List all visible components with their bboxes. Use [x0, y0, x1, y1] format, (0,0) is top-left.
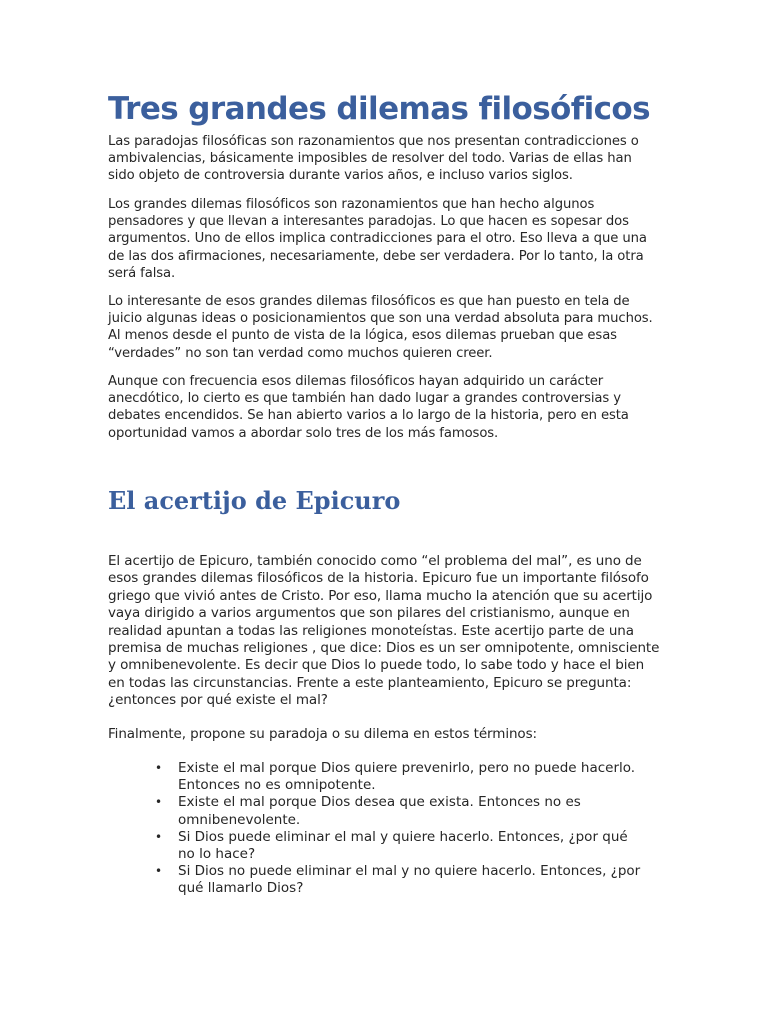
list-item-text: Si Dios puede eliminar el mal y quiere hacerlo. Entonces, ¿por qué no lo hace?: [178, 828, 628, 863]
intro-paragraph-1: Las paradojas filosóficas son razonamientos que nos presentan contradicciones o ambivalencias, básicamente imposibles de resolver del todo. Varias de ellas han sido objeto de controversia durante varios años, e incluso varios siglos.: [108, 134, 639, 184]
list-item: [155, 794, 648, 828]
page-title: Tres grandes dilemas filosóficos: [108, 91, 650, 127]
list-item: [155, 828, 648, 863]
list-item-text: Si Dios no puede eliminar el mal y no quiere hacerlo. Entonces, ¿por qué llamarlo Dios?: [178, 863, 641, 897]
bullet-icon: •: [155, 795, 163, 810]
bullet-icon: •: [155, 829, 163, 844]
intro-paragraph-4: Aunque con frecuencia esos dilemas filosóficos hayan adquirido un carácter anecdótico, lo cierto es que también han dado lugar a grandes controversias y debates encendidos. Se han abierto varios a lo largo de la historia, pero en esta oportunidad vamos a abordar solo tres de los más famosos.: [108, 374, 629, 441]
list-item-text: Existe el mal porque Dios desea que exista. Entonces no es omnibenevolente.: [178, 794, 581, 828]
bullet-icon: •: [155, 761, 163, 775]
dilemma-list: [155, 760, 648, 898]
intro-paragraph-2: Los grandes dilemas filosóficos son razonamientos que han hecho algunos pensadores y que llevan a interesantes paradojas. Lo que hacen es sopesar dos argumentos. Uno de ellos implica contradicciones para el otro. Eso lleva a que una de las dos afirmaciones, necesariamente, debe ser verdadera. Por lo tanto, la otra será falsa.: [108, 197, 647, 281]
section-paragraph-1: El acertijo de Epicuro, también conocido como “el problema del mal”, es uno de esos grandes dilemas filosóficos de la historia. Epicuro fue un importante filósofo griego que vivió antes de Cristo. Por eso, llama mucho la atención que su acertijo vaya dirigido a varios argumentos que son pilares del cristianismo, aunque en realidad apuntan a todas las religiones monoteístas. Este acertijo parte de una premisa de muchas religiones , que dice: Dios es un ser omnipotente, omnisciente y omnibenevolente. Es decir que Dios lo puede todo, lo sabe todo y hace el bien en todas las circunstancias. Frente a este planteamiento, Epicuro se pregunta: ¿entonces por qué existe el mal?: [108, 553, 660, 709]
section-paragraph-2: Finalmente, propone su paradoja o su dilema en estos términos:: [108, 726, 537, 742]
list-item: [155, 760, 648, 794]
section-heading: El acertijo de Epicuro: [108, 486, 401, 515]
intro-paragraph-3: Lo interesante de esos grandes dilemas filosóficos es que han puesto en tela de juicio algunas ideas o posicionamientos que son una verdad absoluta para muchos. Al menos desde el punto de vista de la lógica, esos dilemas prueban que esas “verdades” no son tan verdad como muchos quieren creer.: [108, 294, 653, 361]
list-item: [155, 863, 648, 897]
list-item-text: Existe el mal porque Dios quiere prevenirlo, pero no puede hacerlo. Entonces no es omnipotente.: [178, 760, 636, 794]
bullet-icon: •: [155, 864, 163, 879]
